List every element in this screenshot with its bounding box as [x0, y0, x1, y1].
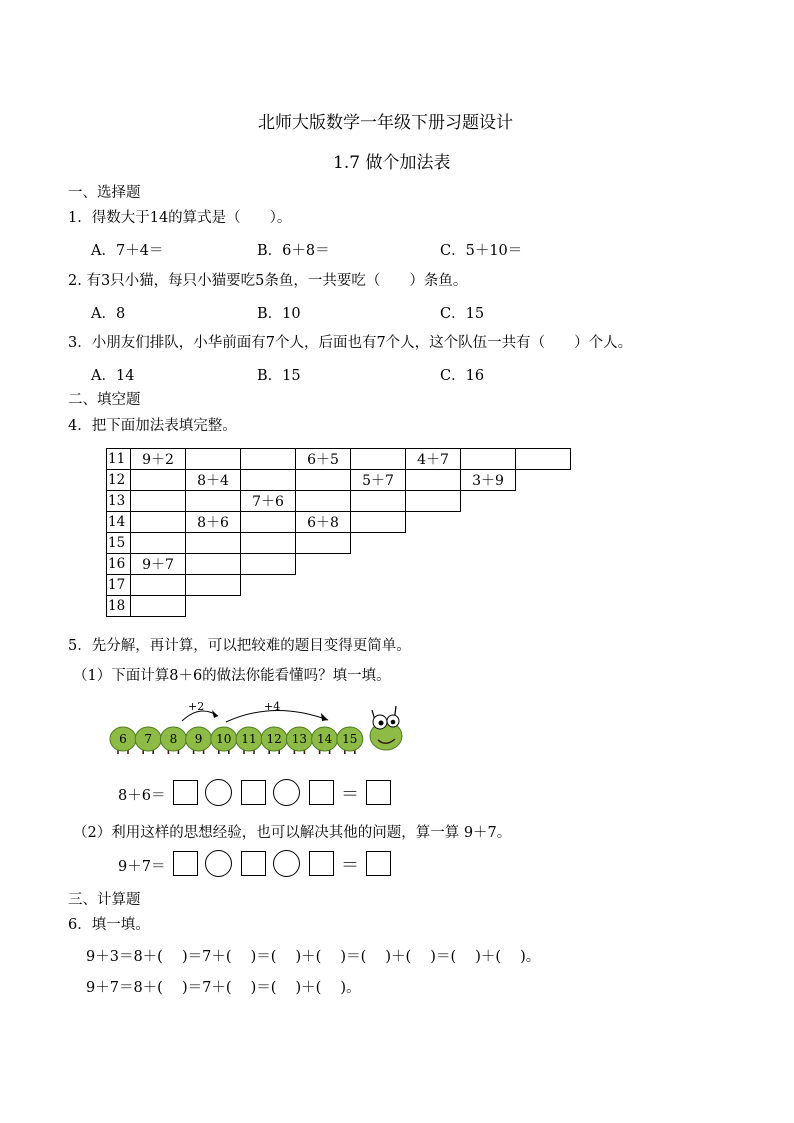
table-blank-cell[interactable] [461, 449, 516, 470]
table-cell: 7＋6 [241, 491, 296, 512]
answer-circle[interactable] [273, 779, 300, 806]
table-blank-cell[interactable] [186, 575, 241, 596]
table-row [107, 512, 571, 533]
table-row [107, 575, 571, 596]
section-heading-choice: 一、选择题 [68, 185, 141, 201]
table-cell: 6＋8 [296, 512, 351, 533]
caterpillar-head [370, 706, 402, 750]
table-blank-cell[interactable] [241, 512, 296, 533]
row-sum-label: 16 [107, 554, 131, 575]
table-blank-cell[interactable] [186, 554, 241, 575]
equals-sign: ＝ [341, 855, 359, 876]
fill-line-2: 9＋7＝8＋( )＝7＋( )＝( )＋( )。 [86, 980, 361, 996]
table-row [107, 596, 571, 617]
q1-option-a: A．7＋4＝ [91, 243, 164, 259]
table-row [107, 470, 571, 491]
table-blank-cell[interactable] [186, 491, 241, 512]
answer-box[interactable] [366, 780, 391, 805]
jump-arrow-2-head [321, 713, 328, 721]
row-sum-label: 18 [107, 596, 131, 617]
row-sum-label: 12 [107, 470, 131, 491]
q2-option-c: C．15 [440, 306, 485, 322]
caterpillar-segment [160, 727, 186, 754]
table-blank-cell[interactable] [351, 449, 406, 470]
table-row [107, 554, 571, 575]
equation-2-label: 9＋7＝ [118, 859, 166, 875]
table-blank-cell[interactable] [516, 449, 571, 470]
segment-number: 15 [342, 732, 358, 746]
page-subtitle: 1.7 做个加法表 [333, 153, 451, 173]
caterpillar-segment [337, 727, 363, 754]
table-cell: 9＋2 [131, 449, 186, 470]
table-blank-cell[interactable] [131, 575, 186, 596]
section-heading-calc: 三、计算题 [68, 892, 141, 908]
table-blank-cell[interactable] [241, 554, 296, 575]
table-row [107, 533, 571, 554]
table-blank-cell[interactable] [186, 533, 241, 554]
row-sum-label: 11 [107, 449, 131, 470]
q3-option-b: B．15 [257, 368, 301, 384]
caterpillar-segment [286, 727, 312, 754]
answer-box[interactable] [309, 780, 334, 805]
q3-option-a: A．14 [91, 368, 135, 384]
table-cell: 8＋4 [186, 470, 241, 491]
jump-arrow-1-head [212, 710, 218, 718]
table-blank-cell[interactable] [131, 491, 186, 512]
caterpillar-segment [211, 727, 237, 754]
q2-option-b: B．10 [257, 306, 301, 322]
q1-option-c: C．5＋10＝ [440, 243, 523, 259]
answer-box[interactable] [309, 851, 334, 876]
caterpillar-segment [135, 727, 161, 754]
question-5-part-2: （2）利用这样的思想经验，也可以解决其他的问题，算一算 9＋7。 [73, 825, 512, 841]
table-blank-cell[interactable] [186, 449, 241, 470]
table-row [107, 449, 571, 470]
equals-sign: ＝ [341, 784, 359, 805]
answer-box[interactable] [173, 780, 198, 805]
table-row [107, 491, 571, 512]
table-blank-cell[interactable] [296, 491, 351, 512]
question-2: 2. 有3只小猫，每只小猫要吃5条鱼，一共要吃（ ）条鱼。 [68, 273, 468, 289]
table-blank-cell[interactable] [296, 533, 351, 554]
caterpillar-segment [236, 727, 262, 754]
question-4: 4．把下面加法表填完整。 [68, 418, 237, 434]
segment-number: 7 [144, 732, 153, 746]
question-5: 5．先分解，再计算，可以把较难的题目变得更简单。 [68, 638, 411, 654]
segment-number: 6 [119, 732, 127, 746]
addition-table [106, 448, 571, 617]
table-cell: 4＋7 [406, 449, 461, 470]
table-blank-cell[interactable] [241, 449, 296, 470]
segment-number: 8 [169, 732, 178, 746]
table-blank-cell[interactable] [351, 512, 406, 533]
table-blank-cell[interactable] [131, 470, 186, 491]
row-sum-label: 17 [107, 575, 131, 596]
answer-box[interactable] [241, 780, 266, 805]
segment-number: 13 [291, 732, 308, 746]
fill-line-1: 9＋3＝8＋( )＝7＋( )＝( )＋( )＝( )＋( )＝( )＋( )。 [86, 949, 541, 965]
table-blank-cell[interactable] [296, 470, 351, 491]
segment-number: 9 [194, 732, 203, 746]
table-blank-cell[interactable] [241, 533, 296, 554]
segment-number: 14 [316, 732, 333, 746]
table-cell: 5＋7 [351, 470, 406, 491]
table-blank-cell[interactable] [131, 596, 186, 617]
question-6: 6．填一填。 [68, 917, 150, 933]
answer-box[interactable] [241, 851, 266, 876]
row-sum-label: 14 [107, 512, 131, 533]
table-cell: 6＋5 [296, 449, 351, 470]
row-sum-label: 15 [107, 533, 131, 554]
q1-option-b: B．6＋8＝ [257, 243, 330, 259]
question-1: 1．得数大于14的算式是（ ）。 [68, 210, 292, 226]
segment-number: 12 [266, 732, 282, 746]
table-blank-cell[interactable] [131, 533, 186, 554]
question-3: 3．小朋友们排队，小华前面有7个人，后面也有7个人，这个队伍一共有（ ）个人。 [68, 335, 633, 351]
answer-box[interactable] [366, 851, 391, 876]
segment-number: 11 [241, 732, 257, 746]
answer-circle[interactable] [205, 850, 232, 877]
q3-option-c: C．16 [440, 368, 485, 384]
page-title: 北师大版数学一年级下册习题设计 [258, 113, 513, 133]
table-cell: 9＋7 [131, 554, 186, 575]
caterpillar-segment [261, 727, 287, 754]
caterpillar-segment [186, 727, 212, 754]
table-blank-cell[interactable] [241, 470, 296, 491]
answer-circle[interactable] [273, 850, 300, 877]
equation-1-label: 8＋6＝ [118, 788, 166, 804]
jump-label-1: +2 [188, 700, 205, 713]
table-blank-cell[interactable] [131, 512, 186, 533]
caterpillar-segment [312, 727, 338, 754]
caterpillar-segment [110, 727, 136, 754]
table-cell: 8＋6 [186, 512, 241, 533]
section-heading-fill: 二、填空题 [68, 392, 141, 408]
answer-box[interactable] [173, 851, 198, 876]
segment-number: 10 [216, 732, 232, 746]
answer-circle[interactable] [205, 779, 232, 806]
table-blank-cell[interactable] [406, 491, 461, 512]
table-blank-cell[interactable] [351, 491, 406, 512]
q2-option-a: A．8 [91, 306, 126, 322]
table-blank-cell[interactable] [406, 470, 461, 491]
caterpillar-illustration [104, 696, 414, 766]
row-sum-label: 13 [107, 491, 131, 512]
question-5-part-1: （1）下面计算8＋6的做法你能看懂吗？填一填。 [73, 668, 391, 684]
table-cell: 3＋9 [461, 470, 516, 491]
jump-label-2: +4 [264, 700, 281, 713]
